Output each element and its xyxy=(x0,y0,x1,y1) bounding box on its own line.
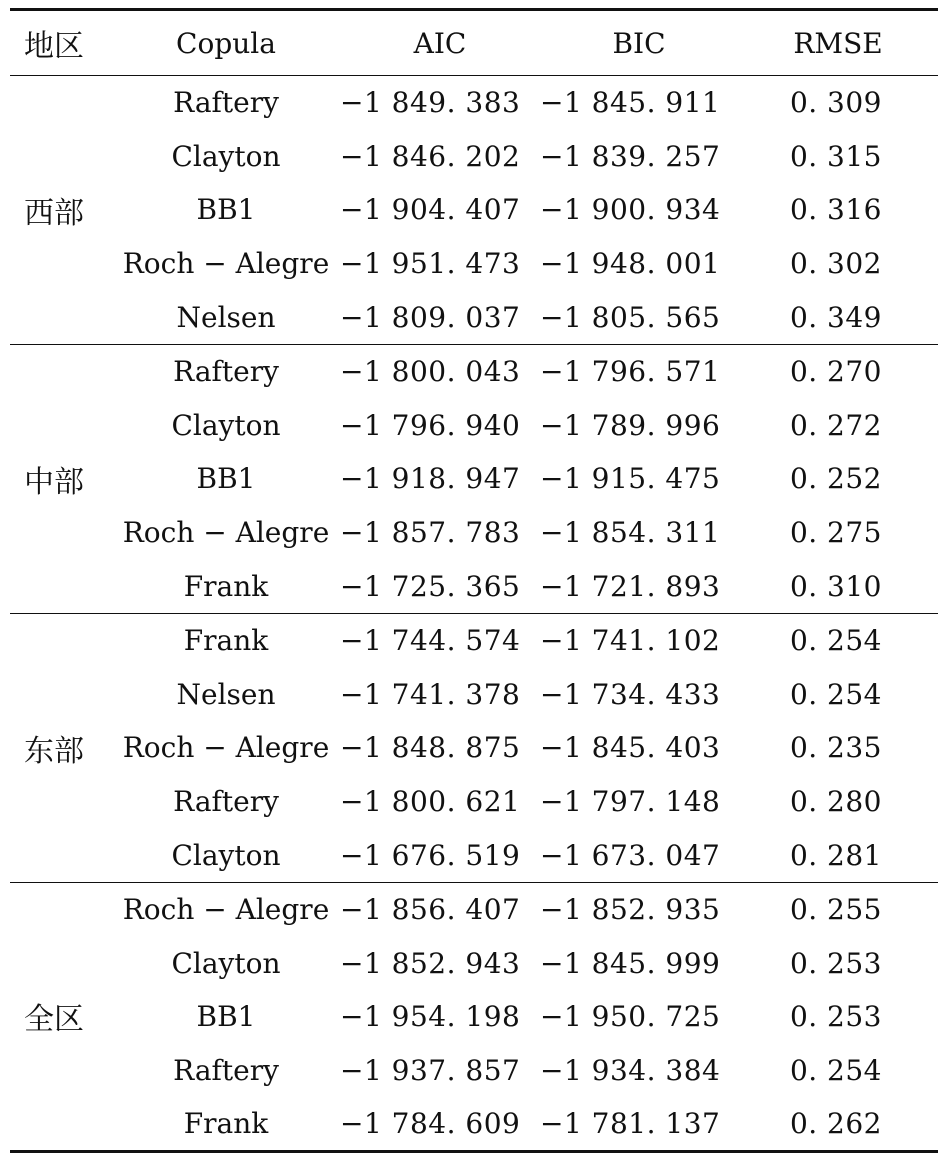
rmse-cell: 0. 272 xyxy=(789,408,882,442)
bic-cell: −1 845. 403 xyxy=(540,731,721,765)
rmse-cell: 0. 310 xyxy=(789,569,882,603)
rmse-cell: 0. 253 xyxy=(789,946,882,980)
rmse-cell: 0. 275 xyxy=(789,516,882,550)
table-row xyxy=(10,667,938,721)
bic-cell: −1 805. 565 xyxy=(540,300,721,334)
header-region: 地区 xyxy=(24,29,84,64)
bic-cell: −1 797. 148 xyxy=(540,785,721,819)
copula-cell: Raftery xyxy=(173,355,279,389)
aic-cell: −1 725. 365 xyxy=(340,569,521,603)
table-header xyxy=(10,10,938,76)
aic-cell: −1 848. 875 xyxy=(340,731,521,765)
copula-cell: Nelsen xyxy=(176,300,276,334)
table-row xyxy=(10,183,938,237)
bic-cell: −1 781. 137 xyxy=(540,1107,721,1141)
copula-cell: Frank xyxy=(183,1107,269,1141)
rmse-cell: 0. 253 xyxy=(789,1000,882,1034)
rmse-cell: 0. 252 xyxy=(789,462,882,496)
header-bic: BIC xyxy=(612,26,666,60)
aic-cell: −1 676. 519 xyxy=(340,838,521,872)
rmse-cell: 0. 315 xyxy=(789,139,882,173)
aic-cell: −1 954. 198 xyxy=(340,1000,521,1034)
aic-cell: −1 849. 383 xyxy=(340,86,521,120)
rmse-cell: 0. 254 xyxy=(789,677,882,711)
aic-cell: −1 744. 574 xyxy=(340,624,521,658)
aic-cell: −1 846. 202 xyxy=(340,139,521,173)
bic-cell: −1 741. 102 xyxy=(540,624,721,658)
bic-cell: −1 845. 999 xyxy=(540,946,721,980)
rmse-cell: 0. 270 xyxy=(789,355,882,389)
aic-cell: −1 918. 947 xyxy=(340,462,521,496)
aic-cell: −1 857. 783 xyxy=(340,516,521,550)
table-row xyxy=(10,721,938,775)
bic-cell: −1 934. 384 xyxy=(540,1054,721,1088)
copula-cell: Frank xyxy=(183,569,269,603)
aic-cell: −1 951. 473 xyxy=(340,247,521,281)
bic-cell: −1 950. 725 xyxy=(540,1000,721,1034)
table-row xyxy=(10,1098,938,1152)
rmse-cell: 0. 309 xyxy=(789,86,882,120)
aic-cell: −1 800. 621 xyxy=(340,785,521,819)
bic-cell: −1 673. 047 xyxy=(540,838,721,872)
aic-cell: −1 796. 940 xyxy=(340,408,521,442)
rmse-cell: 0. 235 xyxy=(789,731,882,765)
copula-cell: Raftery xyxy=(173,86,279,120)
bic-cell: −1 900. 934 xyxy=(540,193,721,227)
copula-cell: BB1 xyxy=(196,193,256,227)
bic-cell: −1 854. 311 xyxy=(540,516,721,550)
region-cell: 东部 xyxy=(24,733,84,769)
copula-cell: BB1 xyxy=(196,1000,256,1034)
copula-cell: Roch − Alegre xyxy=(122,731,330,765)
copula-cell: Raftery xyxy=(173,1054,279,1088)
rmse-cell: 0. 280 xyxy=(789,785,882,819)
rmse-cell: 0. 254 xyxy=(789,624,882,658)
rmse-cell: 0. 302 xyxy=(789,247,882,281)
aic-cell: −1 800. 043 xyxy=(340,355,521,389)
bic-cell: −1 852. 935 xyxy=(540,893,721,927)
aic-cell: −1 937. 857 xyxy=(340,1054,521,1088)
bic-cell: −1 915. 475 xyxy=(540,462,721,496)
region-cell: 全区 xyxy=(24,1002,84,1038)
table-row xyxy=(10,613,938,667)
bic-cell: −1 948. 001 xyxy=(540,247,721,281)
copula-cell: Frank xyxy=(183,624,269,658)
copula-cell: Clayton xyxy=(171,139,281,173)
table-row xyxy=(10,398,938,452)
table-row xyxy=(10,76,938,130)
rmse-cell: 0. 255 xyxy=(789,893,882,927)
region-cell: 中部 xyxy=(24,464,84,500)
table-row xyxy=(10,506,938,560)
bic-cell: −1 734. 433 xyxy=(540,677,721,711)
aic-cell: −1 904. 407 xyxy=(340,193,521,227)
bic-cell: −1 789. 996 xyxy=(540,408,721,442)
header-copula: Copula xyxy=(176,26,276,60)
bic-cell: −1 796. 571 xyxy=(540,355,721,389)
copula-cell: Nelsen xyxy=(176,677,276,711)
aic-cell: −1 856. 407 xyxy=(340,893,521,927)
copula-comparison-table-container xyxy=(10,8,938,1153)
bic-cell: −1 839. 257 xyxy=(540,139,721,173)
copula-cell: Clayton xyxy=(171,946,281,980)
table-row xyxy=(10,1044,938,1098)
aic-cell: −1 784. 609 xyxy=(340,1107,521,1141)
table-row xyxy=(10,990,938,1044)
rmse-cell: 0. 349 xyxy=(789,300,882,334)
rmse-cell: 0. 254 xyxy=(789,1054,882,1088)
table-row xyxy=(10,560,938,614)
aic-cell: −1 852. 943 xyxy=(340,946,521,980)
rmse-cell: 0. 281 xyxy=(789,838,882,872)
aic-cell: −1 809. 037 xyxy=(340,300,521,334)
copula-comparison-table xyxy=(10,8,938,1153)
table-row xyxy=(10,452,938,506)
table-row xyxy=(10,829,938,883)
table-row xyxy=(10,237,938,291)
table-row xyxy=(10,936,938,990)
copula-cell: Roch − Alegre xyxy=(122,893,330,927)
rmse-cell: 0. 316 xyxy=(789,193,882,227)
bic-cell: −1 721. 893 xyxy=(540,569,721,603)
header-aic: AIC xyxy=(413,26,467,60)
copula-cell: Roch − Alegre xyxy=(122,516,330,550)
table-row xyxy=(10,775,938,829)
table-body xyxy=(10,76,938,1152)
bic-cell: −1 845. 911 xyxy=(540,86,721,120)
table-row xyxy=(10,129,938,183)
copula-cell: Clayton xyxy=(171,838,281,872)
aic-cell: −1 741. 378 xyxy=(340,677,521,711)
table-row xyxy=(10,291,938,345)
table-row xyxy=(10,344,938,398)
copula-cell: Raftery xyxy=(173,785,279,819)
copula-cell: BB1 xyxy=(196,462,256,496)
header-rmse: RMSE xyxy=(793,26,883,60)
rmse-cell: 0. 262 xyxy=(789,1107,882,1141)
region-cell: 西部 xyxy=(24,195,84,231)
header-row xyxy=(10,10,938,76)
table-row xyxy=(10,882,938,936)
copula-cell: Roch − Alegre xyxy=(122,247,330,281)
copula-cell: Clayton xyxy=(171,408,281,442)
